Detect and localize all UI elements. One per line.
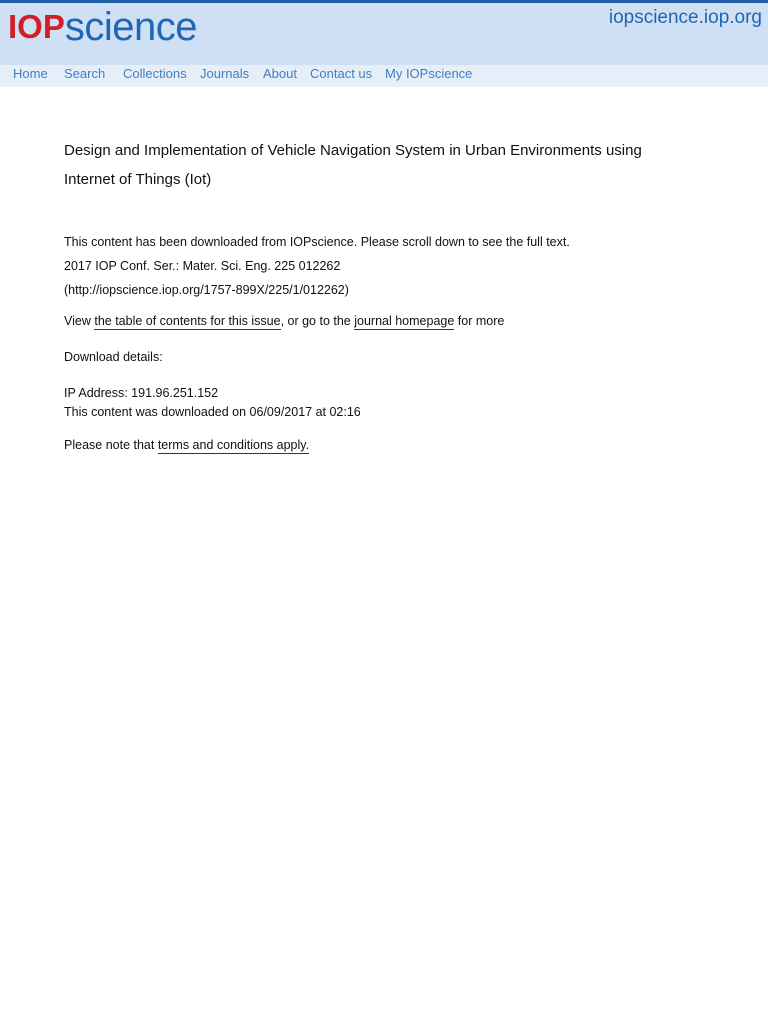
logo-iop-text: IOP	[8, 8, 65, 45]
nav-about[interactable]: About	[263, 66, 297, 81]
article-title-line1: Design and Implementation of Vehicle Navigation System in Urban Environments using	[64, 142, 642, 159]
article-title-block	[64, 136, 684, 194]
terms-link[interactable]: terms and conditions apply.	[157, 438, 310, 452]
logo-science-text: science	[64, 5, 197, 49]
journal-homepage-link[interactable]: journal homepage	[354, 314, 455, 328]
citation: 2017 IOP Conf. Ser.: Mater. Sci. Eng. 225 012262	[64, 259, 341, 273]
nav-home[interactable]: Home	[13, 66, 48, 81]
download-notice: This content has been downloaded from IOPscience. Please scroll down to see the full text.	[64, 235, 570, 249]
downloaded-on: This content was downloaded on 06/09/2017 at 02:16	[64, 405, 361, 419]
note-prefix: Please note that	[64, 438, 158, 452]
iopscience-logo[interactable]	[8, 5, 197, 49]
view-suffix: for more	[454, 314, 505, 328]
site-header	[0, 3, 768, 65]
ip-address: IP Address: 191.96.251.152	[64, 386, 219, 400]
nav-contact-us[interactable]: Contact us	[310, 66, 373, 81]
article-title	[64, 136, 684, 194]
article-title-line2: Internet of Things (Iot)	[64, 171, 212, 188]
view-middle: , or go to the	[280, 314, 355, 328]
download-details-label: Download details:	[64, 350, 163, 364]
main-nav	[0, 65, 768, 87]
doi-url: (http://iopscience.iop.org/1757-899X/225/1/012262)	[64, 283, 349, 297]
nav-search[interactable]: Search	[64, 66, 106, 81]
view-links-line	[64, 313, 504, 329]
toc-link[interactable]: the table of contents for this issue	[94, 314, 281, 328]
nav-my-iopscience[interactable]: My IOPscience	[385, 66, 473, 81]
nav-collections[interactable]: Collections	[123, 66, 187, 81]
terms-note-line	[64, 437, 309, 453]
view-prefix: View	[64, 314, 95, 328]
site-url[interactable]: iopscience.iop.org	[608, 7, 762, 28]
nav-journals[interactable]: Journals	[200, 66, 250, 81]
